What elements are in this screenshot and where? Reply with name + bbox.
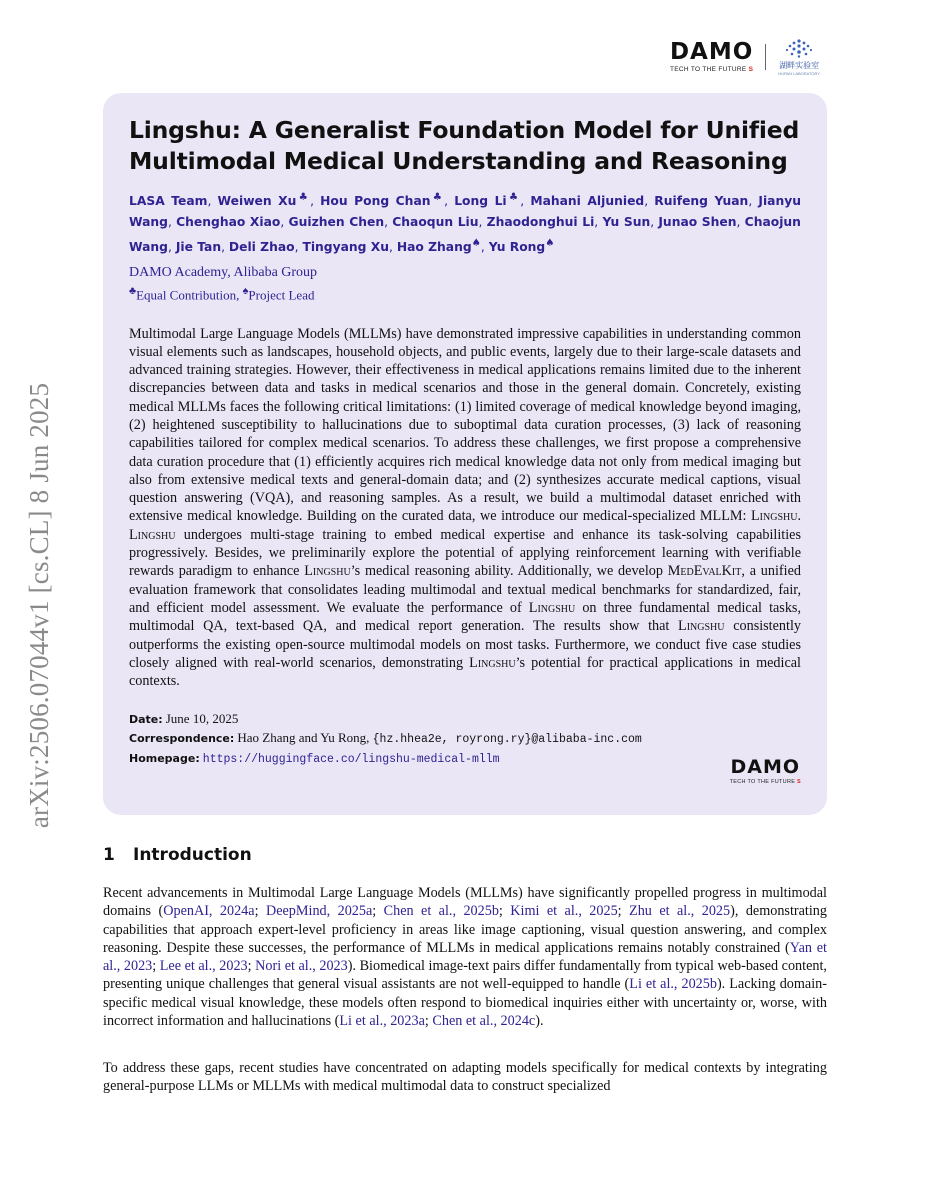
author-name: Chaojun Wang xyxy=(129,215,801,255)
author-separator: , xyxy=(478,215,487,230)
hupan-lab-subtitle: HUPAN LABORATORY xyxy=(778,71,820,76)
author-separator: , xyxy=(310,194,321,209)
author-name: Long Li♣ xyxy=(454,191,521,209)
damo-logo-small xyxy=(730,758,801,785)
intro-paragraph-2: To address these gaps, recent studies have concentrated on adapting models specifically for medical contexts by integrating general-purpose LLMs or MLLMs with medical multimodal data to construct specialized xyxy=(103,1060,827,1095)
hupan-lab-logo xyxy=(778,38,820,76)
damo-logo-small-tagline: TECH TO THE FUTURE S xyxy=(729,779,801,785)
citation[interactable]: Yan et al., 2023 xyxy=(103,939,827,975)
citation[interactable]: DeepMind, 2025a xyxy=(265,903,373,920)
author-separator: , xyxy=(384,215,393,230)
homepage-link[interactable]: https://huggingface.co/lingshu-medical-mllm xyxy=(202,753,500,767)
author-separator: , xyxy=(294,240,303,255)
author-name: Hao Zhang♠ xyxy=(396,237,481,255)
citation[interactable]: OpenAI, 2024a xyxy=(163,903,255,920)
equal-contribution-label: Equal Contribution, xyxy=(136,287,243,303)
citation[interactable]: Zhu et al., 2025 xyxy=(629,903,731,920)
author-name: Weiwen Xu♣ xyxy=(217,191,311,209)
author-separator: , xyxy=(280,215,289,230)
author-name: Jianyu Wang xyxy=(129,194,801,230)
author-separator: , xyxy=(444,194,455,209)
author-name: Chaoqun Liu xyxy=(392,215,479,230)
author-separator: , xyxy=(167,240,176,255)
header-logos xyxy=(670,38,820,76)
hupan-lab-icon xyxy=(784,38,814,58)
citation[interactable]: Chen et al., 2025b xyxy=(383,903,499,920)
damo-logo-small-word: DAMO xyxy=(730,756,801,778)
citation[interactable]: Li et al., 2025b xyxy=(629,976,717,993)
author-list xyxy=(129,187,801,258)
arxiv-identifier xyxy=(20,345,60,865)
author-separator: , xyxy=(736,215,745,230)
author-separator: , xyxy=(650,215,659,230)
author-name: Ruifeng Yuan xyxy=(654,194,749,209)
author-mark: ♣ xyxy=(296,191,311,203)
citation[interactable]: Kimi et al., 2025 xyxy=(510,903,618,920)
damo-logo-word: DAMO xyxy=(669,39,754,65)
hupan-lab-name: 湖畔实验室 xyxy=(779,61,820,70)
abstract-text: Multimodal Large Language Models (MLLMs) have demonstrated impressive capabilities in understanding common visual elements such as landscapes, household objects, and public events, largely due to their large-scale datasets and advanced training strategies. However, their effectiveness in medical applications remains limited due to the inherent discrepancies between data and tasks in medical scenarios and those in the general domain. Concretely, existing medical MLLMs faces the following critical limitations: (1) limited coverage of medical knowledge beyond imaging, (2) heightened susceptibility to hallucinations due to suboptimal data curation processes, (3) lack of reasoning capabilities tailored for complex medical scenarios. To address these challenges, we first propose a comprehensive data curation procedure that (1) efficiently acquires rich medical knowledge data not only from medical imaging but also from extensive medical texts and general-domain data; and (2) synthesizes accurate medical captions, visual question answering (VQA), and reasoning samples. As a result, we build a multimodal dataset enriched with extensive medical knowledge. Building on the curated data, we introduce our medical-specialized MLLM: Lingshu. Lingshu undergoes multi-stage training to embed medical expertise and enhance its task-solving capabilities progressively. Besides, we preliminarily explore the potential of applying reinforcement learning with verifiable rewards paradigm to enhance Lingshu’s medical reasoning ability. Additionally, we develop MedEvalKit, a unified evaluation framework that consolidates leading multimodal and textual medical benchmarks for standardized, fair, and efficient model assessment. We evaluate the performance of Lingshu on three fundamental medical tasks, multimodal QA, text-based QA, and medical report generation. The results show that Lingshu consistently outperforms the existing open-source multimodal models on most tasks. Furthermore, we conduct five case studies closely aligned with real-world scenarios, demonstrating Lingshu’s potential for practical applications in medical contexts. xyxy=(129,325,801,690)
author-separator: , xyxy=(748,194,759,209)
author-separator: , xyxy=(388,240,397,255)
project-lead-label: Project Lead xyxy=(248,287,315,303)
author-name: Guizhen Chen xyxy=(288,215,385,230)
author-separator: , xyxy=(594,215,603,230)
correspondence-row: Correspondence: Hao Zhang and Yu Rong, {hz.hhea2e, royrong.ry}@alibaba-inc.com xyxy=(129,730,642,747)
equal-contribution-mark: ♣ xyxy=(129,285,137,298)
paper-metadata xyxy=(129,710,801,769)
author-mark: ♣ xyxy=(506,191,521,203)
author-mark: ♠ xyxy=(545,237,555,250)
correspondence-email[interactable]: {hz.hhea2e, royrong.ry}@alibaba-inc.com xyxy=(372,733,642,747)
affiliation: DAMO Academy, Alibaba Group xyxy=(129,265,318,281)
logo-divider xyxy=(765,44,766,70)
citation[interactable]: Nori et al., 2023 xyxy=(255,958,348,975)
arxiv-identifier-text: arXiv:2506.07044v1 [cs.CL] 8 Jun 2025 xyxy=(24,382,55,828)
author-name: Mahani Aljunied xyxy=(530,194,645,209)
author-separator: , xyxy=(167,215,177,230)
section-heading-introduction: 1 Introduction xyxy=(103,845,252,865)
date-row: Date: June 10, 2025 xyxy=(129,711,239,727)
author-name: LASA Team xyxy=(129,194,208,209)
author-name: Hou Pong Chan♣ xyxy=(320,191,445,209)
author-name: Deli Zhao xyxy=(228,240,295,255)
author-separator: , xyxy=(520,194,531,209)
author-separator: , xyxy=(221,240,229,255)
paper-title: Lingshu: A Generalist Foundation Model for Unified Multimodal Medical Understanding and Reasoning xyxy=(129,116,800,175)
author-name: Yu Rong♠ xyxy=(488,237,555,255)
citation[interactable]: Lee et al., 2023 xyxy=(159,958,248,975)
damo-logo-tagline: TECH TO THE FUTURE S xyxy=(669,66,754,73)
author-separator: , xyxy=(207,194,218,209)
damo-logo xyxy=(670,41,753,73)
intro-paragraph-1: Recent advancements in Multimodal Large Language Models (MLLMs) have significantly propelled progress in multimodal domains (OpenAI, 2024a; DeepMind, 2025a; Chen et al., 2025b; Kimi et al., 2025; Zhu et al., 2025), demonstrating capabilities that approach expert-level proficiency in areas like image captioning, visual question answering, and complex reasoning. Despite these successes, the performance of MLLMs in medical applications remains notably constrained (Yan et al., 2023; Lee et al., 2023; Nori et al., 2023). Biomedical image-text pairs differ fundamentally from typical web-based content, presenting unique challenges that general visual assistants are not well-equipped to handle (Li et al., 2025b). Lacking domain-specific medical visual knowledge, these models often respond to biomedical inquiries either with uncertainty or, worse, with incorrect information and hallucinations (Li et al., 2023a; Chen et al., 2024c). xyxy=(103,885,827,1030)
author-name: Jie Tan xyxy=(175,240,222,255)
homepage-row: Homepage: https://huggingface.co/lingshu-medical-mllm xyxy=(129,752,500,767)
author-separator: , xyxy=(644,194,655,209)
author-name: Chenghao Xiao xyxy=(176,215,281,230)
author-name: Zhaodonghui Li xyxy=(486,215,595,230)
citation[interactable]: Li et al., 2023a xyxy=(339,1013,425,1030)
author-name: Tingyang Xu xyxy=(302,240,389,255)
project-lead-mark: ♠ xyxy=(242,285,249,298)
author-mark: ♠ xyxy=(471,237,481,250)
citation[interactable]: Chen et al., 2024c xyxy=(432,1013,536,1030)
author-name: Yu Sun xyxy=(602,215,651,230)
contribution-notes xyxy=(129,282,801,304)
abstract-panel xyxy=(103,93,827,815)
author-name: Junao Shen xyxy=(658,215,737,230)
author-mark: ♣ xyxy=(430,191,445,203)
author-separator: , xyxy=(480,240,489,255)
